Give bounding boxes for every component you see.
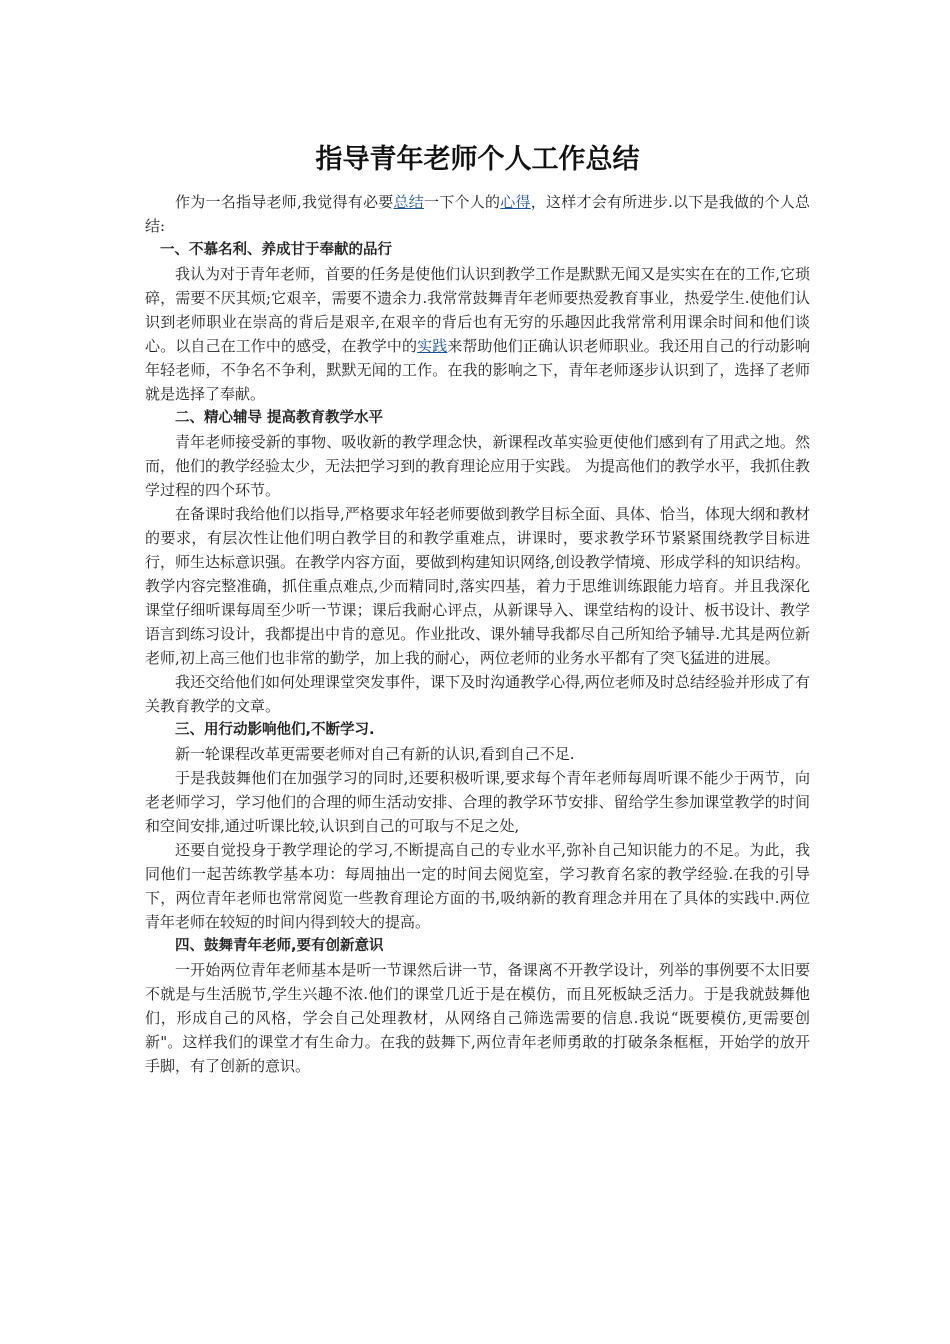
intro-text-1: 作为一名指导老师,我觉得有必要 [175,193,394,211]
section-1-heading: 一、不慕名利、养成甘于奉献的品行 [160,242,392,258]
section-2-paragraph-1: 青年老师接受新的事物、吸收新的教学理念快，新课程改革实验更使他们感到有了用武之地。然而，他们的教学经验太少，无法把学习到的教育理论应用于实践。 为提高他们的教学水平，我抓住教学过程的四个环节。 [145,433,810,499]
section-3-paragraph-1: 新一轮课程改革更需要老师对自己有新的认识,看到自己不足. [175,745,575,763]
document-page [145,140,810,1078]
link-experience[interactable]: 心得 [500,193,531,211]
section-3-paragraph-3: 还要自觉投身于教学理论的学习,不断提高自己的专业水平,弥补自己知识能力的不足。为此，我同他们一起苦练教学基本功：每周抽出一定的时间去阅览室，学习教育名家的教学经验.在我的引导下，两位青年老师也常常阅览一些教育理论方面的书,吸纳新的教育理念并用在了具体的实践中.两位青年老师在较短的时间内得到较大的提高。 [145,841,810,931]
section-2-paragraph-3: 我还交给他们如何处理课堂突发事件，课下及时沟通教学心得,两位老师及时总结经验并形成了有关教育教学的文章。 [145,673,810,715]
section-1-text-1: 我认为对于青年老师，首要的任务是使他们认识到教学工作是默默无闻又是实实在在的工作,它琐碎，需要不厌其烦;它艰辛，需要不遗余力.我常常鼓舞青年老师要热爱教育事业，热爱学生.使他们认识到老师职业在崇高的背后是艰辛,在艰辛的背后也有无穷的乐趣因此我常常利用课余时间和他们谈心。以自己在工作中的感受，在教学中的 [145,265,810,355]
section-3-heading: 三、用行动影响他们,不断学习. [175,722,375,738]
intro-text-2: 一下个人的 [423,193,501,211]
intro-text-3: ，这样才会有所进步.以下是我做的个人总结: [145,193,810,235]
section-2-paragraph-2: 在备课时我给他们以指导,严格要求年轻老师要做到教学目标全面、具体、恰当，体现大纲和教材的要求，有层次性让他们明白教学目的和教学重难点，讲课时，要求教学环节紧紧围绕教学目标进行，师生达标意识强。在教学内容方面，要做到构建知识网络,创设教学情境、形成学科的知识结构。教学内容完整准确，抓住重点难点,少而精同时,落实四基，着力于思维训练跟能力培育。并且我深化课堂仔细听课每周至少听一节课；课后我耐心评点，从新课导入、课堂结构的设计、板书设计、教学语言到练习设计，我都提出中肯的意见。作业批改、课外辅导我都尽自己所知给予辅导.尤其是两位新老师,初上高三他们也非常的勤学，加上我的耐心，两位老师的业务水平都有了突飞猛进的进展。 [145,505,810,667]
link-summary[interactable]: 总结 [393,193,424,211]
document-title: 指导青年老师个人工作总结 [315,144,640,175]
intro-paragraph [145,190,810,238]
section-4-paragraph-1: 一开始两位青年老师基本是听一节课然后讲一节，备课离不开教学设计，列举的事例要不太旧要不就是与生活脱节,学生兴趣不浓.他们的课堂几近于是在模仿，而且死板缺乏活力。于是我就鼓舞他们，形成自己的风格，学会自己处理教材，从网络自己筛选需要的信息.我说“既要模仿,更需要创新"。这样我们的课堂才有生命力。在我的鼓舞下,两位青年老师勇敢的打破条条框框，开始学的放开手脚，有了创新的意识。 [145,961,810,1075]
section-4-heading: 四、鼓舞青年老师,要有创新意识 [175,938,384,954]
section-2-heading: 二、精心辅导 提高教育教学水平 [175,410,384,426]
section-1-paragraph-1 [145,262,810,406]
link-practice[interactable]: 实践 [417,337,448,355]
section-3-paragraph-2: 于是我鼓舞他们在加强学习的同时,还要积极听课,要求每个青年老师每周听课不能少于两节，向老老师学习，学习他们的合理的师生活动安排、合理的教学环节安排、留给学生参加课堂教学的时间和空间安排,通过听课比较,认识到自己的可取与不足之处, [145,769,810,835]
section-1-text-2: 来帮助他们正确认识老师职业。我还用自己的行动影响年轻老师，不争名不争利，默默无闻的工作。在我的影响之下，青年老师逐步认识到了，选择了老师就是选择了奉献。 [145,337,810,403]
